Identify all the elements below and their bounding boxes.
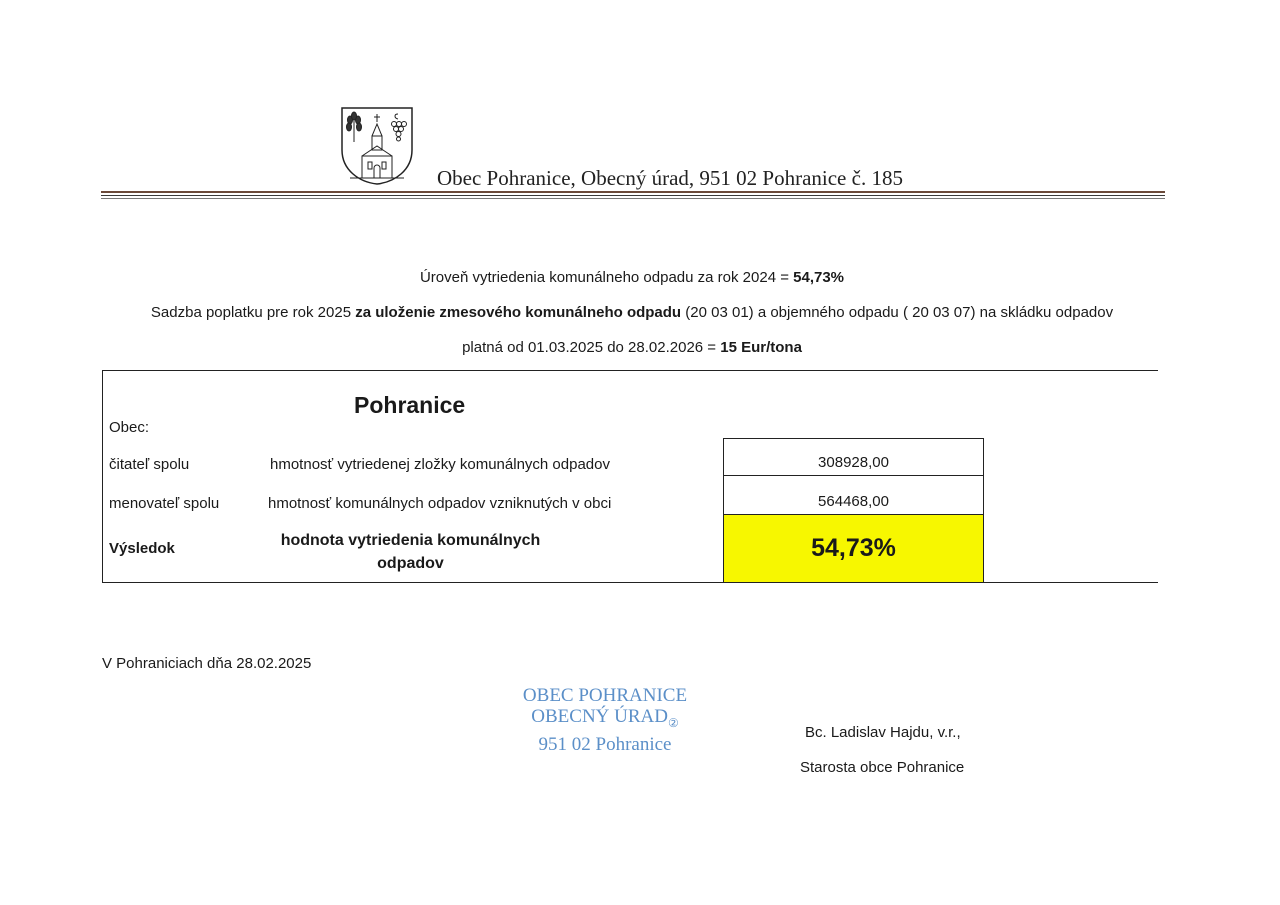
stamp-number: ② (667, 715, 679, 730)
fee-rate-line (0, 304, 1264, 321)
fee-amount: 15 Eur/tona (720, 339, 802, 356)
municipality-label: Obec: (109, 419, 150, 436)
result-value-cell: 54,73% (723, 514, 984, 583)
validity-line (0, 339, 1264, 356)
table-border-left (102, 370, 103, 583)
coat-of-arms-icon (340, 106, 414, 186)
row-label-numerator: čitateľ spolu (109, 456, 190, 473)
validity-text: platná od 01.03.2025 do 28.02.2026 = (462, 339, 721, 356)
row-description-numerator: hmotnosť vytriedenej zložky komunálnych odpadov (270, 456, 610, 473)
row-description-result: hodnota vytriedenia komunálnych odpadov (280, 532, 541, 572)
sorting-level-value: 54,73% (793, 269, 845, 286)
row-description-denominator: hmotnosť komunálnych odpadov vzniknutých v obci (268, 495, 612, 512)
fee-rate-text-b: (20 03 01) a objemného odpadu ( 20 03 07) na skládku odpadov (681, 304, 1114, 321)
place-and-date: V Pohraniciach dňa 28.02.2025 (102, 655, 312, 672)
row-label-result: Výsledok (109, 540, 175, 557)
table-border-bottom (102, 582, 1158, 583)
stamp-line-1: OBEC POHRANICE (522, 685, 688, 706)
stamp-line-2: OBECNÝ ÚRAD (531, 706, 668, 727)
header-rule (101, 195, 1165, 196)
header-rule (101, 198, 1165, 199)
value-cell-denominator: 564468,00 (723, 475, 984, 515)
sorting-level-text: Úroveň vytriedenia komunálneho odpadu za rok 2024 = (419, 269, 794, 286)
sorting-level-line (0, 269, 1264, 286)
signer-title: Starosta obce Pohranice (800, 759, 965, 776)
official-stamp (490, 685, 720, 755)
municipality-name: Pohranice (354, 392, 466, 418)
value-cell-numerator: 308928,00 (723, 438, 984, 476)
fee-rate-bold: za uloženie zmesového komunálneho odpadu (355, 304, 682, 321)
fee-rate-text-a: Sadzba poplatku pre rok 2025 (150, 304, 356, 321)
signer-name: Bc. Ladislav Hajdu, v.r., (805, 724, 961, 741)
header-rule (101, 191, 1165, 193)
table-border-top (102, 370, 1158, 371)
municipality-address-header: Obec Pohranice, Obecný úrad, 951 02 Pohranice č. 185 (437, 166, 903, 190)
stamp-line-3: 951 02 Pohranice (538, 733, 672, 755)
row-label-denominator: menovateľ spolu (109, 495, 220, 512)
